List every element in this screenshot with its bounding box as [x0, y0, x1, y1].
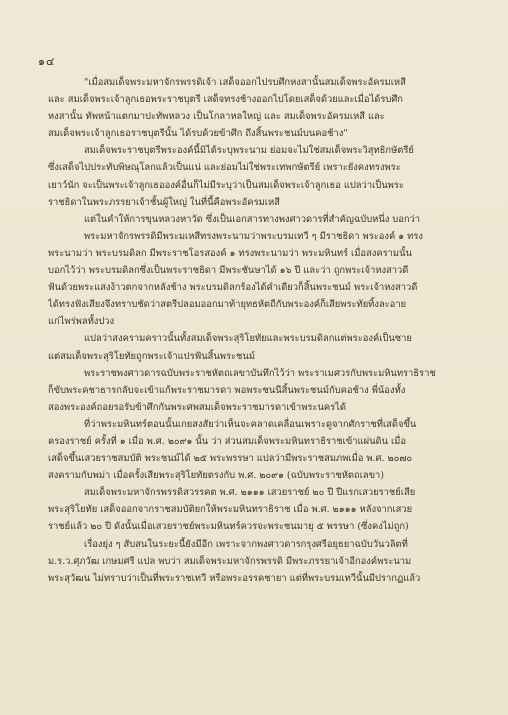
- paragraph: [48, 142, 488, 210]
- text-line: สองพระองค์ถอยรอรับข้าศึกกันพระศพสมเด็จพระราชมารดาเข้าพระนครได้: [48, 401, 346, 413]
- page-number: ๑๔: [38, 55, 56, 68]
- text-line: และ สมเด็จพระเจ้าลูกเธอพระราชบุตรี เสด็จทรงช้างออกไปโดยเสด็จด้วยและเมื่อได้รบศึก: [48, 94, 403, 106]
- text-line: สงครามกับพม่า เมื่อครั้งเสียพระสุริโยทัยตรงกับ พ.ศ. ๒๐๙๑ (ฉบับพระราชหัตถเลขา): [48, 470, 384, 482]
- text-line: สมเด็จพระมหาจักรพรรดิสวรรคต พ.ศ. ๒๑๑๑ เสวยราชย์ ๒๐ ปี ปีแรกเสวยราชย์เสีย: [84, 487, 416, 499]
- text-line: เสด็จขึ้นเสวยราชสมบัติ พระชนม์ได้ ๒๕ พระพรรษา แปลว่ามีพระราชสมภพเมื่อ พ.ศ. ๒๐๗๐: [48, 453, 413, 465]
- text-line: สมเด็จพระราชบุตรีพระองค์นี้มิได้ระบุพระนาม ย่อมจะไม่ใช่สมเด็จพระวิสุทธิกษัตรีย์: [84, 145, 414, 157]
- paragraph: [48, 416, 488, 484]
- text-line: ราชย์แล้ว ๒๐ ปี ดังนั้นเมื่อเสวยราชย์พระมหินทร์ควรจะพระชนมายุ ๕ พรรษา (ซึ่งคงไม่ถูก): [48, 521, 409, 533]
- text-line: แก่ไพร่พลทั้งปวง: [48, 316, 115, 328]
- text-line: ครองราชย์ ครั้งที่ ๑ เมื่อ พ.ศ. ๒๐๙๑ นั้น ว่า ส่วนสมเด็จพระมหินทราธิราชเข้าแผ่นดิน เมื่อ: [48, 435, 406, 447]
- text-line: ฟันด้วยพระแสงง้าวตกจากหลังช้าง พระบรมดิลกร้องได้คำเดียวก็สิ้นพระชนม์ พระเจ้าหงสาวดี: [48, 282, 418, 294]
- paragraph: [48, 365, 488, 416]
- text-line: ได้ทรงฟังเสียงจึงทราบชัดว่าสตรีปลอมออกมาท้ายุทธหัตถีกับพระองค์ก็เสียพระทัยทิ้งละอาย: [48, 299, 407, 311]
- text-line: พระราชพงศาวดารฉบับพระราชหัตถเลขาบันทึกไว้ว่า พระราเมศวรกับพระมหินทราธิราช: [84, 367, 436, 379]
- text-line: แต่สมเด็จพระสุริโยทัยถูกพระเจ้าแปรฟันสิ้นพระชนม์: [48, 350, 256, 362]
- text-line: ที่ว่าพระมหินทร์ตอนนั้นเกยสงสัยว่าเห็นจะคลาดเคลื่อนเพราะดูจากศักราชที่เสด็จขึ้น: [84, 418, 417, 430]
- text-line: พระสุริโยทัย เสด็จออกจากราชสมบัติยกให้พระมหินทราธิราช เมื่อ พ.ศ. ๒๑๑๑ หลังจากเสวย: [48, 504, 413, 516]
- text-line: แปลว่าสงครามคราวนั้นทั้งสมเด็จพระสุริโยทัยและพระบรมดิลกแต่พระองค์เป็นชาย: [84, 333, 412, 345]
- paragraph: [48, 536, 488, 587]
- text-line: ม.ร.ว.ศุภวัฒ เกษมศรี แปล พบว่า สมเด็จพระมหาจักรพรรดิ มีพระภรรยาเจ้าอีกองค์พระนาม: [48, 555, 412, 567]
- text-line: หงสานั้น ทัพหน้าแตกมาปะทัพหลวง เป็นโกลาหลใหญ่ และ สมเด็จพระอัครมเหสี และ: [48, 111, 385, 123]
- paragraph: [48, 74, 488, 142]
- text-line: "เมื่อสมเด็จพระมหาจักรพรรดิเจ้า เสด็จออกไปรบศึกหงสานั้นสมเด็จพระอัครมเหสี: [84, 77, 406, 88]
- paragraph: [48, 484, 488, 535]
- body-text: [48, 74, 488, 587]
- text-line: ราชธิดาในพระภรรยาเจ้าชั้นผู้ใหญ่ ในที่นี้คือพระอัครมเหสี: [48, 196, 280, 208]
- text-line: ซึ่งเสด็จไปประทับพิษณุโลกแล้วเป็นแน่ และย่อมไม่ใช่พระเทพกษัตรีย์ เพราะยังคงทรงพระ: [48, 162, 401, 174]
- text-line: พระสุวัฒน ไม่ทราบว่าเป็นที่พระราชเทวี หรือพระอรรคชายา แต่ที่พระบรมเทวีนั้นมีปรากฏแล้ว: [48, 572, 421, 584]
- text-line: เยาว์นัก จะเป็นพระเจ้าลูกเธอองค์อื่นก็ไม่มีระบุว่าเป็นสมเด็จพระเจ้าลูกเธอ แปลว่าเป็นพระ: [48, 179, 404, 191]
- text-line: พระนามว่า พระบรมดิลก มีพระราชโอรสองค์ ๑ ทรงพระนามว่า พระมหินทร์ เมื่อสงครามนั้น: [48, 247, 412, 259]
- text-line: พระมหาจักรพรรดิมีพระมเหสีทรงพระนามว่าพระบรมเทวี ๆ มีราชธิดา พระองค์ ๑ ทรง: [84, 230, 423, 242]
- paragraph: [48, 211, 488, 228]
- paragraph: [48, 228, 488, 331]
- text-line: บอกไว้ว่า พระบรมดิลกซึ่งเป็นพระราชธิดา มีพระชันษาได้ ๑๖ ปี และว่า ถูกพระเจ้าหงสาวดี: [48, 265, 409, 277]
- paragraph: [48, 330, 488, 364]
- text-line: สมเด็จพระเจ้าลูกเธอราชบุตรีนั้น ได้รบด้วยข้าศึก ถึงสิ้นพระชนม์บนคอช้าง": [48, 128, 348, 140]
- text-line: เรื่องยุ่ง ๆ สับสนในระยะนี้ยังมีอีก เพราะจากพงศาวดารกรุงศรีอยุธยาฉบับวันวลิตที่: [84, 538, 408, 550]
- text-line: แต่ในคำให้การขุนหลวงหาวัด ซึ่งเป็นเอกสารทางพงศาวดารที่สำคัญฉบับหนึ่ง บอกว่า: [84, 213, 421, 225]
- text-line: ก็ขับพระคชาธารกลับจะเข้าแก้พระราชมารดา พอพระชนนีสิ้นพระชนม์กับคอช้าง พี่น้องทั้ง: [48, 384, 406, 396]
